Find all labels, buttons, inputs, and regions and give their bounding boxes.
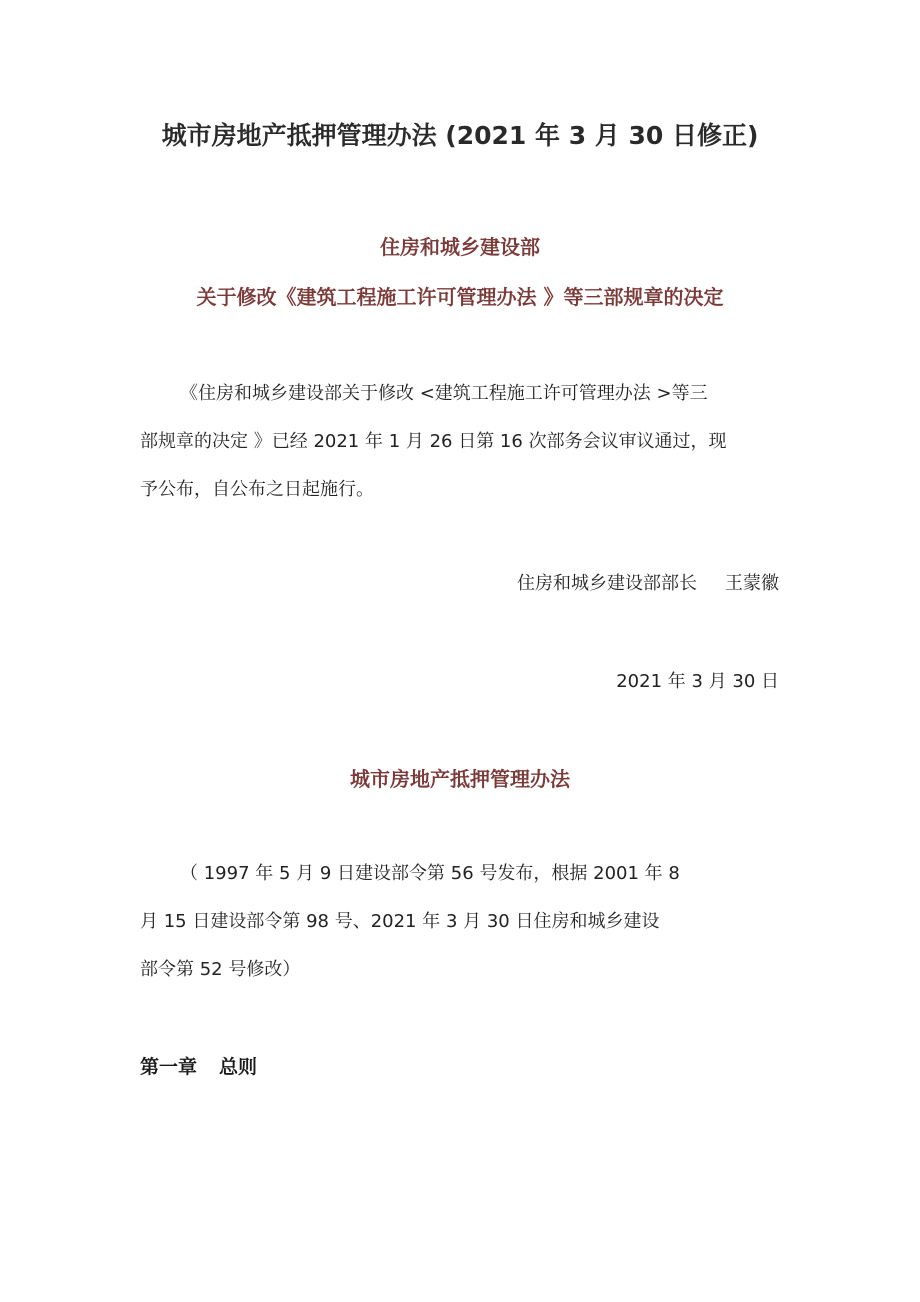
decision-paragraph (140, 370, 780, 514)
signature-title: 住房和城乡建设部部长 (517, 573, 697, 594)
paragraph-line: （ 1997 年 5 月 9 日建设部令第 56 号发布，根据 2001 年 8 (180, 863, 680, 884)
paragraph-line: 部规章的决定 》已经 2021 年 1 月 26 日第 16 次部务会议审议通过，现 (140, 431, 727, 452)
decision-title-heading: 关于修改《建筑工程施工许可管理办法 》等三部规章的决定 (196, 285, 724, 309)
paragraph-line: 《住房和城乡建设部关于修改 <建筑工程施工许可管理办法 >等三 (180, 383, 708, 404)
signature-date: 2021 年 3 月 30 日 (616, 671, 779, 692)
revision-note (140, 850, 780, 994)
paragraph-line: 予公布，自公布之日起施行。 (140, 479, 374, 500)
measure-title: 城市房地产抵押管理办法 (350, 767, 570, 791)
chapter-heading (140, 1052, 257, 1082)
decision-issuer-heading: 住房和城乡建设部 (380, 235, 540, 259)
chapter-title: 总则 (219, 1056, 258, 1078)
document-title: 城市房地产抵押管理办法 (2021 年 3 月 30 日修正) (161, 121, 759, 150)
signature-block (517, 568, 779, 600)
chapter-number: 第一章 (140, 1056, 198, 1078)
paragraph-line: 月 15 日建设部令第 98 号、2021 年 3 月 30 日住房和城乡建设 (140, 911, 660, 932)
signature-name: 王蒙徽 (725, 573, 779, 594)
paragraph-line: 部令第 52 号修改） (140, 959, 301, 980)
